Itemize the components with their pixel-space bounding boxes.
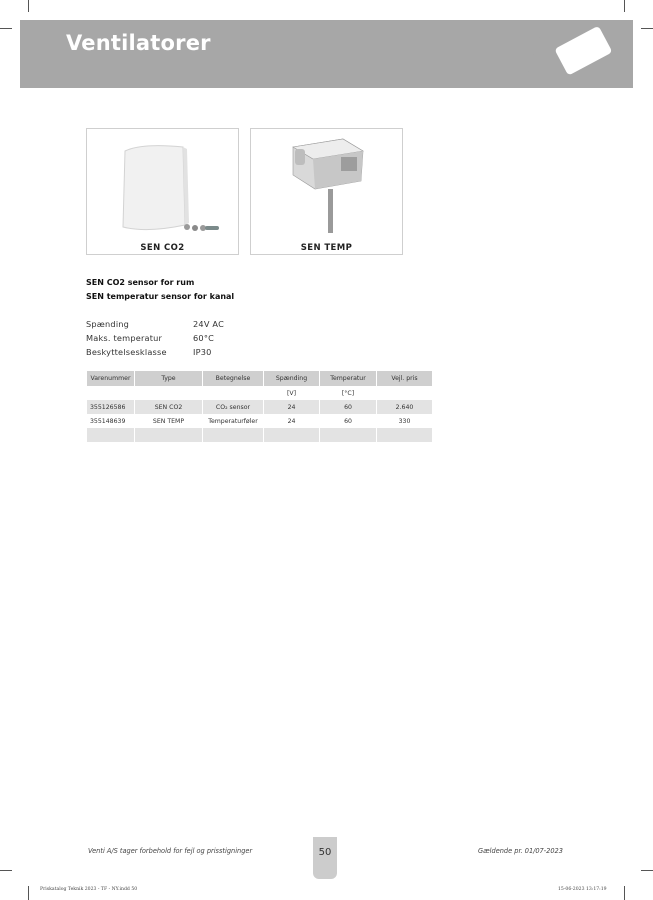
table-cell: 24 xyxy=(264,414,319,428)
table-cell xyxy=(87,428,134,442)
photo-caption: SEN TEMP xyxy=(300,243,353,253)
page-number: 50 xyxy=(318,847,332,858)
spec-label: Beskyttelsesklasse xyxy=(86,347,167,357)
footer-valid-date: Gældende pr. 01/07-2023 xyxy=(478,847,563,855)
crop-mark xyxy=(0,870,12,871)
unit-cell xyxy=(377,386,432,400)
duct-sensor-image xyxy=(251,129,402,241)
product-photo-sen-temp xyxy=(250,128,403,255)
crop-mark xyxy=(641,28,653,29)
crop-mark xyxy=(624,0,625,12)
units-row xyxy=(87,386,432,400)
spec-label: Spænding xyxy=(86,319,130,329)
unit-cell xyxy=(203,386,263,400)
spec-value: IP30 xyxy=(193,347,212,357)
table-cell xyxy=(377,428,432,442)
table-header-row xyxy=(87,371,432,386)
spec-value: 24V AC xyxy=(193,319,224,329)
spec-value: 60°C xyxy=(193,333,215,343)
table-row xyxy=(87,414,432,428)
table-cell: SEN TEMP xyxy=(135,414,202,428)
page-title: Ventilatorer xyxy=(66,31,211,55)
unit-cell: [°C] xyxy=(320,386,376,400)
print-slug-left: Priskatalog Teknik 2023 - TF - NY.indd 50 xyxy=(40,887,138,892)
table-cell xyxy=(135,428,202,442)
crop-mark xyxy=(0,28,12,29)
table-cell: 355148639 xyxy=(87,414,134,428)
column-header: Temperatur xyxy=(320,371,376,386)
table-row-empty xyxy=(87,428,432,442)
table-cell: 60 xyxy=(320,414,376,428)
crop-mark xyxy=(28,0,29,12)
table-cell: CO₂ sensor xyxy=(203,400,263,414)
table-cell: 60 xyxy=(320,400,376,414)
unit-cell xyxy=(135,386,202,400)
table-cell: Temperaturføler xyxy=(203,414,263,428)
column-header: Vejl. pris xyxy=(377,371,432,386)
unit-cell xyxy=(87,386,134,400)
unit-cell: [V] xyxy=(264,386,319,400)
crop-mark xyxy=(624,886,625,900)
photo-caption: SEN CO2 xyxy=(140,243,185,253)
table-cell: 24 xyxy=(264,400,319,414)
print-slug-right: 15-06-2023 13:17:19 xyxy=(558,887,607,892)
column-header: Type xyxy=(135,371,202,386)
crop-mark xyxy=(28,886,29,900)
footer-disclaimer: Venti A/S tager forbehold for fejl og prisstigninger xyxy=(88,847,253,855)
wall-sensor-image xyxy=(87,129,238,241)
crop-mark xyxy=(641,870,653,871)
table-cell xyxy=(203,428,263,442)
column-header: Varenummer xyxy=(87,371,134,386)
header-tab-icon xyxy=(523,20,633,88)
page-number-tab xyxy=(313,837,337,879)
table-row xyxy=(87,400,432,414)
table-cell xyxy=(320,428,376,442)
column-header: Betegnelse xyxy=(203,371,263,386)
product-headline: SEN temperatur sensor for kanal xyxy=(86,292,235,301)
table-cell: SEN CO2 xyxy=(135,400,202,414)
table-cell: 2.640 xyxy=(377,400,432,414)
table-cell xyxy=(264,428,319,442)
table-cell: 355126586 xyxy=(87,400,134,414)
column-header: Spænding xyxy=(264,371,319,386)
table-cell: 330 xyxy=(377,414,432,428)
product-photo-sen-co2 xyxy=(86,128,239,255)
product-headline: SEN CO2 sensor for rum xyxy=(86,278,195,287)
spec-label: Maks. temperatur xyxy=(86,333,163,343)
product-table xyxy=(86,371,433,442)
